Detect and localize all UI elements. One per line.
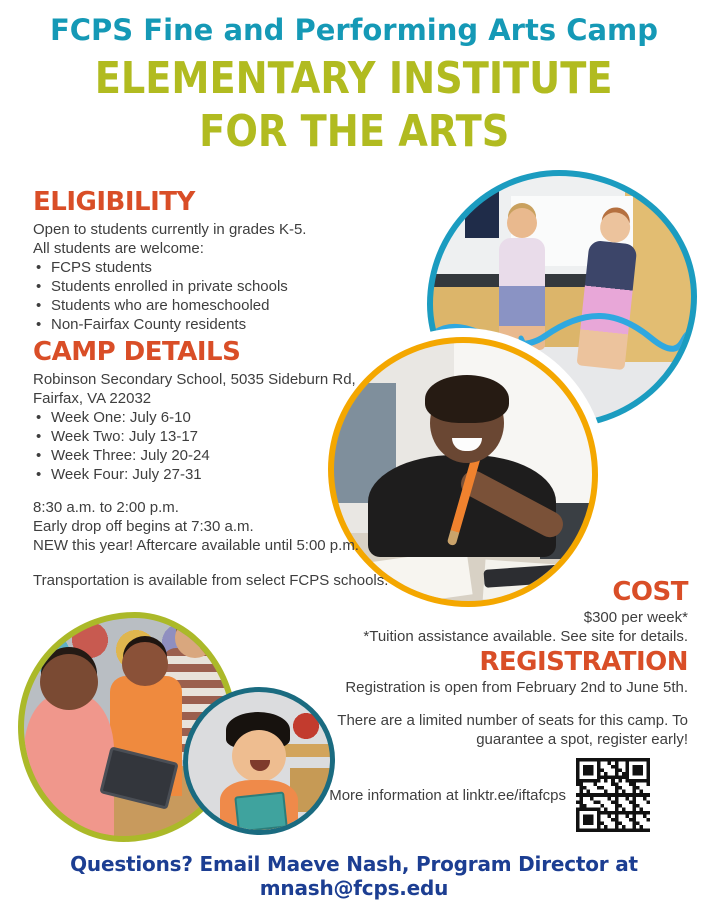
student-head [430,383,504,463]
cost-heading: COST [612,577,688,607]
registration-heading: REGISTRATION [479,647,688,677]
eligibility-item: • FCPS students [33,258,433,277]
camp-address-line1: Robinson Secondary School, 5035 Sideburn Rd, [33,371,356,388]
eligibility-item: • Students enrolled in private schools [33,277,433,296]
left-column [33,188,433,590]
photo-student-book [183,687,335,835]
camp-early-dropoff: Early drop off begins at 7:30 a.m. [33,518,254,535]
eligibility-item: • Non-Fairfax County residents [33,315,433,334]
student-face [232,730,286,782]
footer-contact: Questions? Email Maeve Nash, Program Director at mnash@fcps.edu [70,852,638,900]
flyer-kicker: FCPS Fine and Performing Arts Camp [49,13,659,47]
more-info-row [329,758,650,832]
camp-week-item: • Week One: July 6-10 [33,408,433,427]
camp-details-heading: CAMP DETAILS [33,337,241,367]
eligibility-line2: All students are welcome: [33,240,204,257]
book-graphic [234,791,287,832]
camp-week-item: • Week Four: July 27-31 [33,465,433,484]
registration-dates: Registration is open from February 2nd to June 5th. [345,679,688,696]
camp-address-line2: Fairfax, VA 22032 [33,390,152,407]
camp-transportation: Transportation is available from select FCPS schools. [33,572,389,589]
cost-assistance-note: *Tuition assistance available. See site for details. [363,628,688,645]
flyer-title-line1: ELEMENTARY INSTITUTE [95,53,613,104]
flyer-title-line2: FOR THE ARTS [198,106,510,157]
eligibility-heading: ELIGIBILITY [33,187,195,217]
cost-price: $300 per week* [583,609,688,626]
camp-aftercare: NEW this year! Aftercare available until 5:00 p.m. [33,537,359,554]
student-figure-left [24,694,114,836]
qr-code [576,758,650,832]
qr-code-graphic [576,758,650,832]
camp-hours: 8:30 a.m. to 2:00 p.m. [33,499,179,516]
eligibility-line1: Open to students currently in grades K-5. [33,221,307,238]
more-info-text: More information at linktr.ee/iftafcps [329,786,566,804]
right-column [316,578,688,749]
camp-weeks-list [33,408,433,484]
camp-week-item: • Week Three: July 20-24 [33,446,433,465]
registration-seats-note: There are a limited number of seats for this camp. To guarantee a spot, register early! [337,712,688,748]
camp-week-item: • Week Two: July 13-17 [33,427,433,446]
eligibility-list [33,258,433,334]
eligibility-item: • Students who are homeschooled [33,296,433,315]
flyer-title [0,52,708,158]
